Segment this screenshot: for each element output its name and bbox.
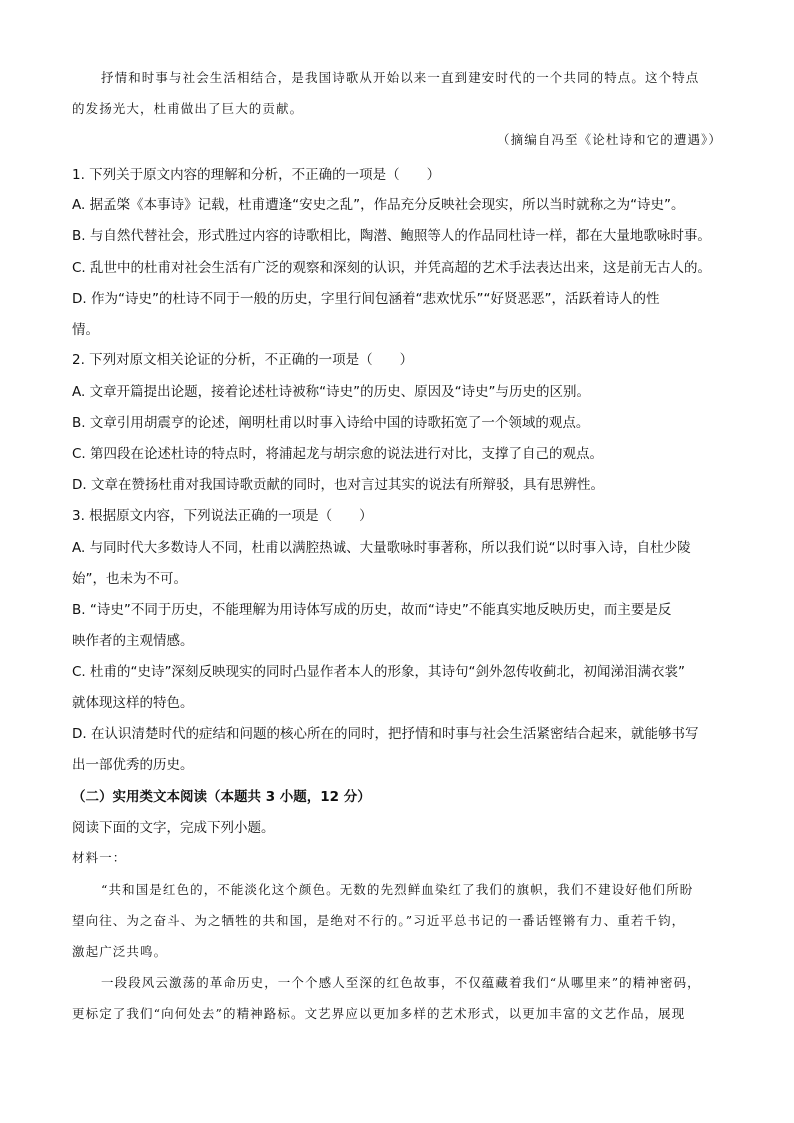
- question-3-option-d: D. 在认识清楚时代的症结和问题的核心所在的同时，把抒情和时事与社会生活紧密结合起来，就能够书写: [72, 726, 699, 742]
- question-3-option-a-cont: 始”，也未为不可。: [72, 571, 187, 587]
- material-paragraph-line: 一段段风云激荡的革命历史，一个个感人至深的红色故事，不仅蕴藏着我们“从哪里来”的精神密码，: [101, 975, 701, 990]
- question-2-option-a: A. 文章开篇提出论题，接着论述杜诗被称“诗史”的历史、原因及“诗史”与历史的区别。: [72, 384, 591, 400]
- passage-line: 的发扬光大，杜甫做出了巨大的贡献。: [72, 101, 304, 116]
- question-2-option-d: D. 文章在赞扬杜甫对我国诗歌贡献的同时，也对言过其实的说法有所辩驳，具有思辨性。: [72, 477, 604, 493]
- material-paragraph-line: “共和国是红色的，不能淡化这个颜色。无数的先烈鲜血染红了我们的旗帜，我们不建设好他们所盼: [101, 882, 694, 897]
- question-3-option-d-cont: 出一部优秀的历史。: [72, 757, 194, 773]
- question-3-option-b: B. “诗史”不同于历史，不能理解为用诗体写成的历史，故而“诗史”不能真实地反映历史，而主要是反: [72, 602, 672, 618]
- question-1-option-d: D. 作为“诗史”的杜诗不同于一般的历史，字里行间包涵着“悲欢忧乐”“好贤恶恶”，活跃着诗人的性: [72, 291, 660, 307]
- section-heading: （二）实用类文本阅读（本题共 3 小题，12 分）: [72, 789, 371, 805]
- question-2-stem: 2. 下列对原文相关论证的分析，不正确的一项是（ ）: [72, 352, 414, 368]
- section-instruction: 阅读下面的文字，完成下列小题。: [72, 820, 275, 836]
- question-3-option-b-cont: 映作者的主观情感。: [72, 633, 194, 649]
- question-2-option-c: C. 第四段在论述杜诗的特点时，将浦起龙与胡宗愈的说法进行对比，支撑了自己的观点。: [72, 446, 604, 462]
- question-3-option-a: A. 与同时代大多数诗人不同，杜甫以满腔热诚、大量歌咏时事著称，所以我们说“以时事入诗，自杜少陵: [72, 540, 691, 556]
- question-1-option-c: C. 乱世中的杜甫对社会生活有广泛的观察和深刻的认识，并凭高超的艺术手法表达出来，这是前无古人的。: [72, 260, 712, 276]
- question-3-option-c: C. 杜甫的“史诗”深刻反映现实的同时凸显作者本人的形象，其诗句“剑外忽传收蓟北，初闻涕泪满衣裳”: [72, 664, 685, 680]
- material-paragraph-line: 更标定了我们“向何处去”的精神路标。文艺界应以更加多样的艺术形式，以更加丰富的文艺作品，展现: [72, 1006, 686, 1021]
- question-3-stem: 3. 根据原文内容，下列说法正确的一项是（ ）: [72, 508, 373, 524]
- material-paragraph-line: 激起广泛共鸣。: [72, 944, 168, 959]
- material-label: 材料一：: [72, 850, 127, 865]
- question-1-stem: 1. 下列关于原文内容的理解和分析，不正确的一项是（ ）: [72, 167, 441, 183]
- passage-line: 抒情和时事与社会生活相结合，是我国诗歌从开始以来一直到建安时代的一个共同的特点。这个特点: [101, 70, 700, 85]
- source-citation: （摘编自冯至《论杜诗和它的遭遇》）: [497, 132, 722, 147]
- question-2-option-b: B. 文章引用胡震亨的论述，阐明杜甫以时事入诗给中国的诗歌拓宽了一个领域的观点。: [72, 415, 590, 431]
- question-1-option-d-cont: 情。: [72, 322, 99, 338]
- material-paragraph-line: 望向往、为之奋斗、为之牺牲的共和国，是绝对不行的。”习近平总书记的一番话铿锵有力、重若千钧，: [72, 913, 686, 928]
- question-1-option-a: A. 据孟棨《本事诗》记载，杜甫遭逢“安史之乱”，作品充分反映社会现实，所以当时就称之为“诗史”。: [72, 197, 685, 213]
- question-3-option-c-cont: 就体现这样的特色。: [72, 695, 194, 711]
- question-1-option-b: B. 与自然代替社会，形式胜过内容的诗歌相比，陶潜、鲍照等人的作品同杜诗一样，都在大量地歌咏时事。: [72, 228, 711, 244]
